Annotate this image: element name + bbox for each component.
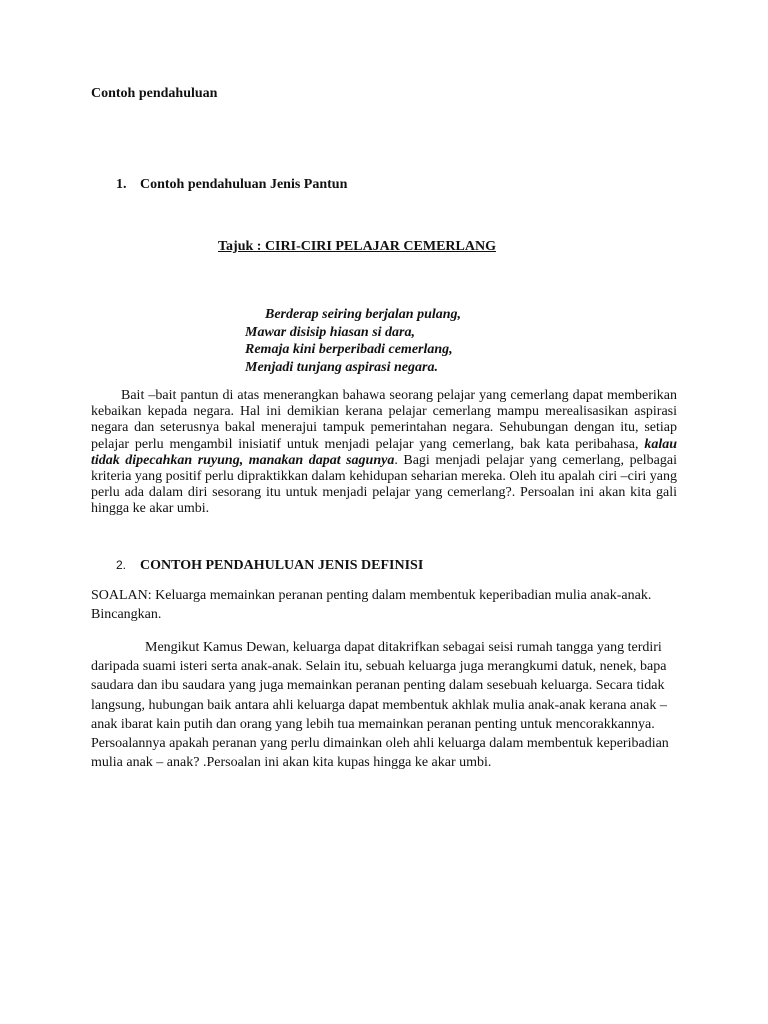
pantun-verse [245,306,461,376]
section-2-heading-text: CONTOH PENDAHULUAN JENIS DEFINISI [140,558,424,573]
paragraph-text: Bait –bait pantun di atas menerangkan bahawa seorang pelajar yang cemerlang dapat memberikan kebaikan kepada negara. Hal ini demikian kerana pelajar cemerlang mampu merealisasikan aspirasi negara dan seterusnya bakal menerajui tampuk pemerintahan negara. Sehubungan dengan itu, setiap pelajar perlu mengambil inisiatif untuk menjadi pelajar yang cemerlang, bak kata peribahasa, [91,388,677,452]
section-1-paragraph [91,388,677,518]
pantun-line: Remaja kini berperibadi cemerlang, [245,342,453,357]
paragraph-text: Mengikut Kamus Dewan, keluarga dapat ditakrifkan sebagai seisi rumah tangga yang terdiri daripada suami isteri serta anak-anak. Selain itu, sebuah keluarga juga merangkumi datuk, nenek, bapa saudara dan ibu saudara yang juga memainkan peranan penting dalam sesebuah keluarga. Secara tidak langsung, hubungan baik antara ahli keluarga dapat membentuk akhlak mulia anak-anak kerana anak –anak ibarat kain putih dan orang yang lebih tua memainkan peranan penting untuk mencorakkannya. Persoalannya apakah peranan yang perlu dimainkan oleh ahli keluarga dalam membentuk keperibadian mulia anak – anak? .Persoalan ini akan kita kupas hingga ke akar umbi. [91,640,669,771]
pantun-line: Mawar disisip hiasan si dara, [245,324,415,340]
section-1-heading [116,177,347,193]
section-1-heading-text: Contoh pendahuluan Jenis Pantun [140,177,348,192]
tajuk-title: Tajuk : CIRI-CIRI PELAJAR CEMERLANG [218,239,496,254]
document-title: Contoh pendahuluan [91,86,218,101]
pantun-line: Menjadi tunjang aspirasi negara. [245,359,438,375]
section-2-paragraph [91,638,681,772]
paragraph-text: . Bagi menjadi pelajar yang cemerlang, pelbagai kriteria yang positif perlu dipraktikkan dalam kehidupan seharian mereka. Oleh itu apalah ciri –ciri yang perlu ada dalam diri sesorang itu untuk menjadi pelajar yang cemerlang?. Persoalan ini akan kita gali hingga ke akar umbi. [91,452,677,517]
section-2-heading [116,558,423,574]
pantun-line: Berderap seiring berjalan pulang, [265,307,462,322]
peribahasa-emphasis: kalau tidak dipecahkan ruyung, manakan dapat sagunya [91,436,677,468]
section-2-number: 2. [116,558,127,572]
section-1-number: 1. [116,177,127,192]
soalan-question: SOALAN: Keluarga memainkan peranan penting dalam membentuk keperibadian mulia anak-anak. Bincangkan. [91,588,652,622]
